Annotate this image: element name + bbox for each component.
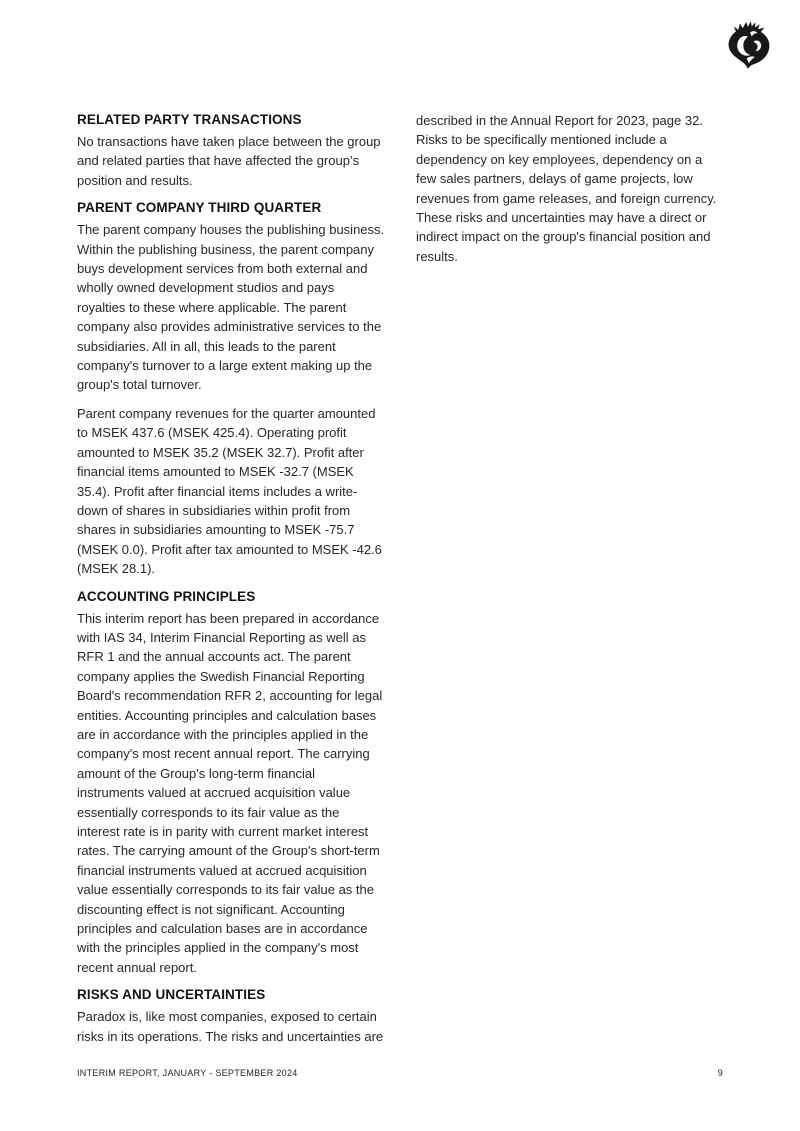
right-column	[416, 111, 724, 1055]
section-heading: ACCOUNTING PRINCIPLES	[77, 588, 256, 604]
section-heading: RISKS AND UNCERTAINTIES	[77, 987, 266, 1003]
section-risks-and-uncertainties	[77, 986, 385, 1046]
left-column	[77, 111, 385, 1055]
paragraph: The parent company houses the publishing business. Within the publishing business, the parent company buys development services from both external and wholly owned development studios and pays royalties to these where applicable. The parent company also provides administrative services to the subsidiaries. All in all, this leads to the parent company's turnover to a large extent making up the group's total turnover.	[77, 222, 385, 393]
footer-page-number: 9	[717, 1068, 723, 1078]
paragraph: No transactions have taken place between the group and related parties that have affected the group’s position and results.	[77, 134, 381, 188]
page-footer	[77, 1068, 723, 1078]
paragraph: described in the Annual Report for 2023, page 32. Risks to be specifically mentioned include a dependency on key employees, dependency on a few sales partners, delays of game projects, low revenues from game releases, and foreign currency. These risks and uncertainties may have a direct or indirect impact on the group's financial position and results.	[416, 113, 717, 264]
section-heading: RELATED PARTY TRANSACTIONS	[77, 112, 302, 127]
section-heading: PARENT COMPANY THIRD QUARTER	[77, 200, 322, 216]
paradox-logo-icon	[720, 19, 778, 70]
footer-report-title: INTERIM REPORT, JANUARY - SEPTEMBER 2024	[77, 1068, 298, 1078]
paragraph: Parent company revenues for the quarter amounted to MSEK 437.6 (MSEK 425.4). Operating profit amounted to MSEK 35.2 (MSEK 32.7). Profit after financial items amounted to MSEK -32.7 (MSEK 35.4). Profit after financial items includes a write-down of shares in subsidiaries within profit from shares in subsidiaries amounting to MSEK -75.7 (MSEK 0.0). Profit after tax amounted to MSEK -42.6 (MSEK 28.1).	[77, 405, 382, 577]
section-parent-company-third-quarter	[77, 199, 385, 578]
two-column-text	[77, 111, 724, 1055]
section-related-party-transactions	[77, 111, 385, 190]
section-accounting-principles	[77, 588, 385, 978]
paragraph: This interim report has been prepared in accordance with IAS 34, Interim Financial Reporting as well as RFR 1 and the annual accounts act. The parent company applies the Swedish Financial Reporting Board's recommendation RFR 2, accounting for legal entities. Accounting principles and calculation bases are in accordance with the principles applied in the company's most recent annual report. The carrying amount of the Group's long-term financial instruments valued at accrued acquisition value essentially corresponds to its fair value as the interest rate is in parity with current market interest rates. The carrying amount of the Group's short-term financial instruments valued at accrued acquisition value essentially corresponds to its fair value as the discounting effect is not significant. Accounting principles and calculation bases are in accordance with the principles applied in the company's most recent annual report.	[77, 610, 383, 975]
paragraph: Paradox is, like most companies, exposed to certain risks in its operations. The risks and uncertainties are	[77, 1009, 384, 1044]
